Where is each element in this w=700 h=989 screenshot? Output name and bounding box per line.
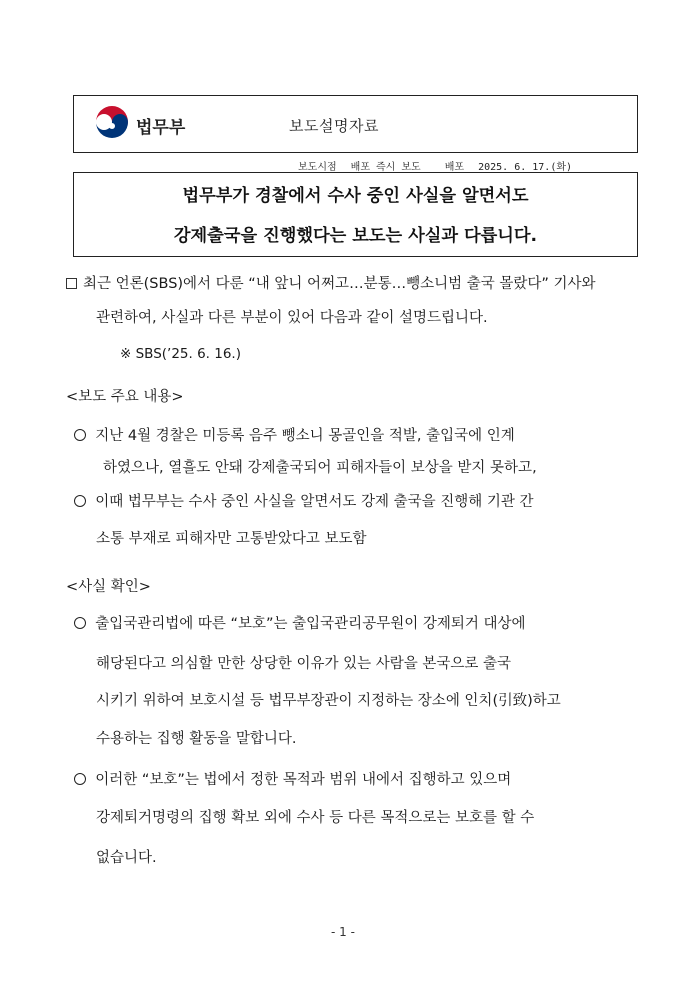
fact-item-1-line-1 xyxy=(74,612,525,633)
circle-bullet-icon xyxy=(74,495,86,507)
document-type: 보도설명자료 xyxy=(289,117,379,135)
intro-line-2: 관련하여, 사실과 다른 부분이 있어 다음과 같이 설명드립니다. xyxy=(96,310,488,326)
page-number: - 1 - xyxy=(331,925,355,939)
intro-text-1: 최근 언론(SBS)에서 다룬 “내 앞니 어쩌고…분통…뺑소니범 출국 몰랐다” 기사와 xyxy=(83,276,596,292)
fact-section-heading: <사실 확인> xyxy=(66,579,151,595)
report-item-1-line-1 xyxy=(74,424,515,445)
report-section-heading: <보도 주요 내용> xyxy=(66,389,184,405)
title-line-2: 강제출국을 진행했다는 보도는 사실과 다릅니다. xyxy=(173,226,538,246)
circle-bullet-icon xyxy=(74,617,86,629)
release-value: 배포 즉시 보도 xyxy=(350,162,421,173)
square-bullet-icon xyxy=(66,278,77,289)
distribution-date: 2025. 6. 17.(화) xyxy=(478,162,573,173)
fact-item-2-text-1: 이러한 “보호”는 법에서 정한 목적과 범위 내에서 집행하고 있으며 xyxy=(95,772,512,788)
distribution-label: 배포 xyxy=(444,162,465,173)
fact-item-1-line-2: 해당된다고 의심할 만한 상당한 이유가 있는 사람을 본국으로 출국 xyxy=(96,656,512,672)
report-item-1-line-2: 하였으나, 열흘도 안돼 강제출국되어 피해자들이 보상을 받지 못하고, xyxy=(103,460,537,476)
header-box xyxy=(73,95,638,153)
title-box xyxy=(73,172,638,257)
report-item-1-text-1: 지난 4월 경찰은 미등록 음주 뺑소니 몽골인을 적발, 출입국에 인계 xyxy=(95,428,515,444)
release-info xyxy=(298,158,580,173)
title-line-1: 법무부가 경찰에서 수사 중인 사실을 알면서도 xyxy=(182,186,529,206)
fact-item-2-line-1 xyxy=(74,768,511,789)
intro-note: ※ SBS(’25. 6. 16.) xyxy=(120,346,241,362)
fact-item-2-line-2: 강제퇴거명령의 집행 확보 외에 수사 등 다른 목적으로는 보호를 할 수 xyxy=(96,810,535,826)
ministry-name: 법무부 xyxy=(136,118,186,138)
circle-bullet-icon xyxy=(74,773,86,785)
ministry-logo xyxy=(94,106,130,142)
fact-item-1-text-1: 출입국관리법에 따른 “보호”는 출입국관리공무원이 강제퇴거 대상에 xyxy=(95,616,526,632)
intro-line-1 xyxy=(66,272,596,293)
fact-item-2-line-3: 없습니다. xyxy=(96,850,157,866)
report-item-2-text-1: 이때 법무부는 수사 중인 사실을 알면서도 강제 출국을 진행해 기관 간 xyxy=(95,494,534,510)
release-label: 보도시점 xyxy=(298,162,337,173)
report-item-2-line-2: 소통 부재로 피해자만 고통받았다고 보도함 xyxy=(96,531,367,547)
fact-item-1-line-3: 시키기 위하여 보호시설 등 법무부장관이 지정하는 장소에 인치(引致)하고 xyxy=(96,693,561,709)
fact-item-1-line-4: 수용하는 집행 활동을 말합니다. xyxy=(96,731,297,747)
report-item-2-line-1 xyxy=(74,490,534,511)
circle-bullet-icon xyxy=(74,429,86,441)
